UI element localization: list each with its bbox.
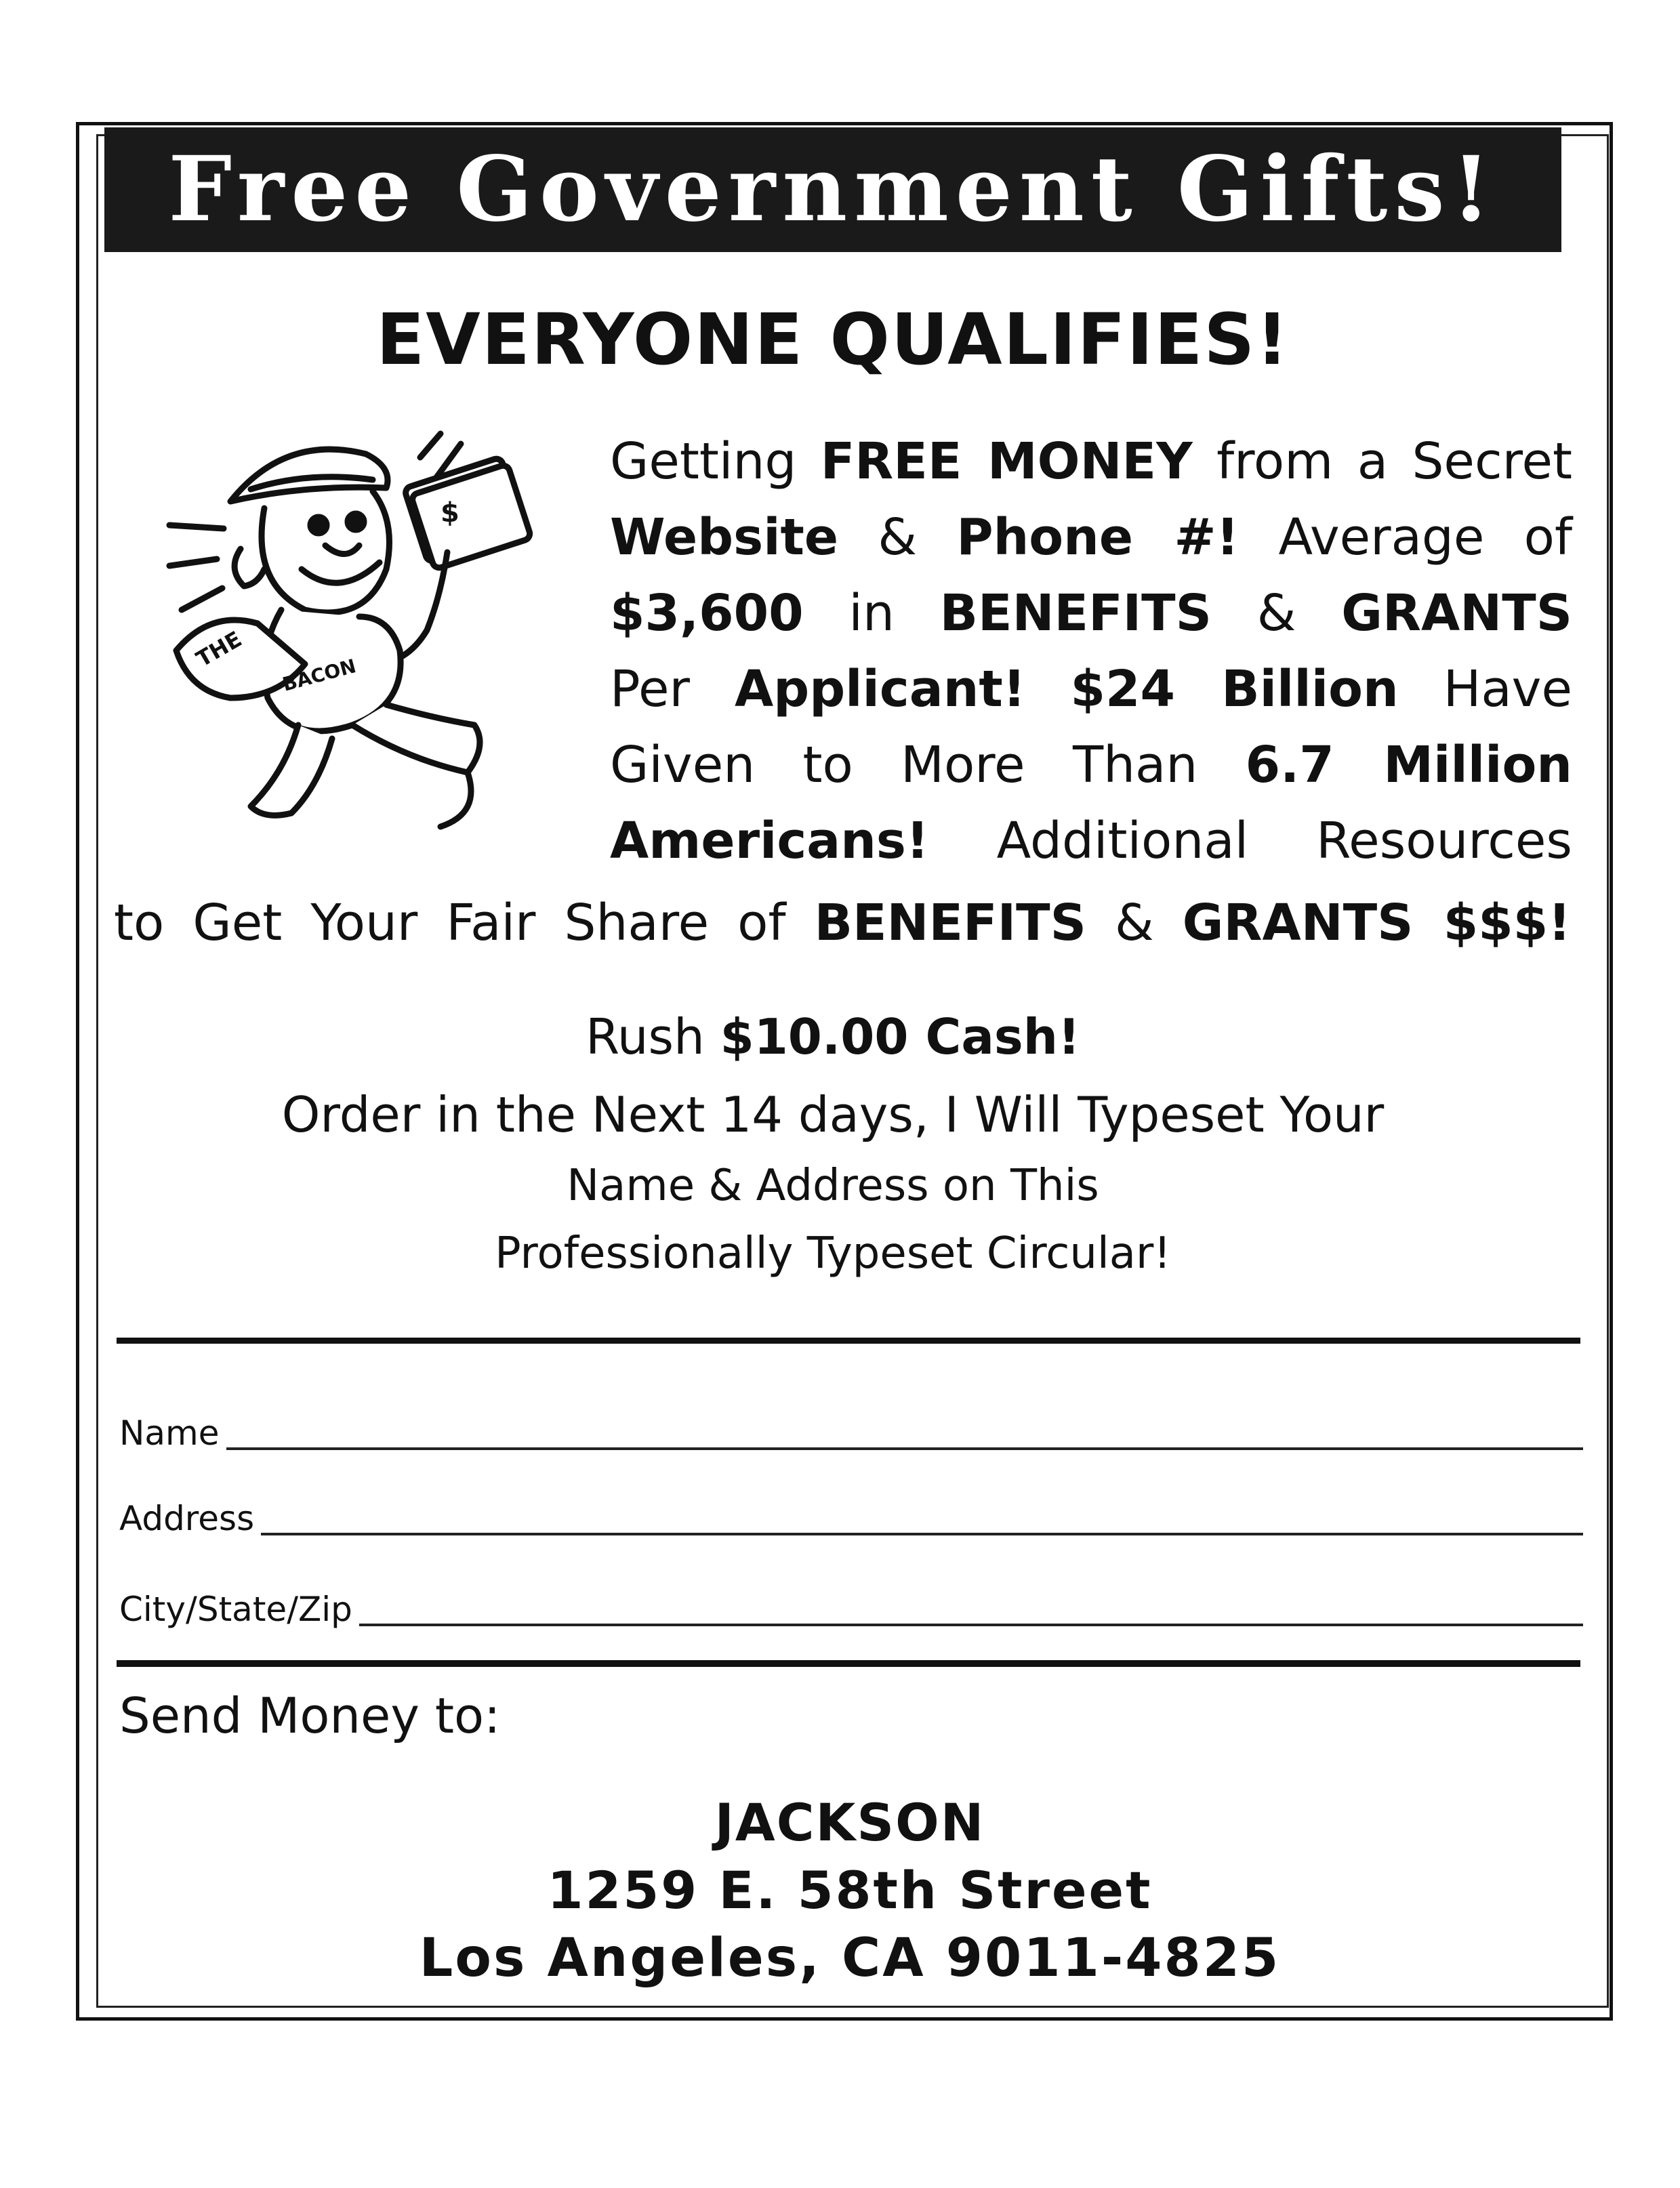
body-line-1: Getting FREE MONEY from a Secret [610, 432, 1572, 491]
body-line-6: Americans! Additional Resources [610, 812, 1572, 870]
city-state-zip-label: City/State/Zip [119, 1590, 352, 1629]
offer-price: Rush $10.00 Cash! [586, 1008, 1080, 1065]
offer-line-4: Professionally Typeset Circular! [495, 1229, 1171, 1279]
offer-line-3: Name & Address on This [567, 1161, 1099, 1211]
body-line-5: Given to More Than 6.7 Million [610, 736, 1572, 794]
recipient-city: Los Angeles, CA 9011-4825 [419, 1928, 1281, 1989]
send-money-label: Send Money to: [119, 1687, 501, 1744]
banner-title: Free Government Gifts! [104, 127, 1561, 252]
mascot-body-text: BACON [280, 655, 358, 696]
body-line-4: Per Applicant! $24 Billion Have [610, 660, 1573, 718]
city-state-zip-input-line[interactable] [359, 1624, 1583, 1626]
offer-block [104, 996, 1561, 1287]
headline: EVERYONE QUALIFIES! [376, 298, 1290, 381]
body-line-7: to Get Your Fair Share of BENEFITS & GRANTS $$$! [114, 894, 1571, 952]
recipient-street: 1259 E. 58th Street [547, 1860, 1153, 1920]
body-line-3: $3,600 in BENEFITS & GRANTS [610, 584, 1572, 642]
name-input-line[interactable] [226, 1447, 1583, 1450]
form-bottom-rule [117, 1660, 1580, 1667]
recipient-name: JACKSON [714, 1792, 985, 1853]
dollar-sign-icon: $ [441, 497, 459, 529]
name-field[interactable] [119, 1403, 1583, 1457]
name-label: Name [119, 1413, 220, 1453]
address-label: Address [119, 1499, 255, 1538]
address-input-line[interactable] [261, 1533, 1583, 1535]
mascot-hat-text: THE [192, 625, 247, 672]
address-field[interactable] [119, 1488, 1583, 1542]
city-state-zip-field[interactable] [119, 1579, 1583, 1633]
offer-line-2: Order in the Next 14 days, I Will Typeset Your [281, 1086, 1385, 1143]
mailing-address [104, 1789, 1595, 1992]
body-copy [610, 424, 1572, 879]
form-top-rule [117, 1338, 1580, 1344]
mascot-illustration [149, 407, 583, 854]
body-line-2: Website & Phone #! Average of [610, 508, 1573, 566]
